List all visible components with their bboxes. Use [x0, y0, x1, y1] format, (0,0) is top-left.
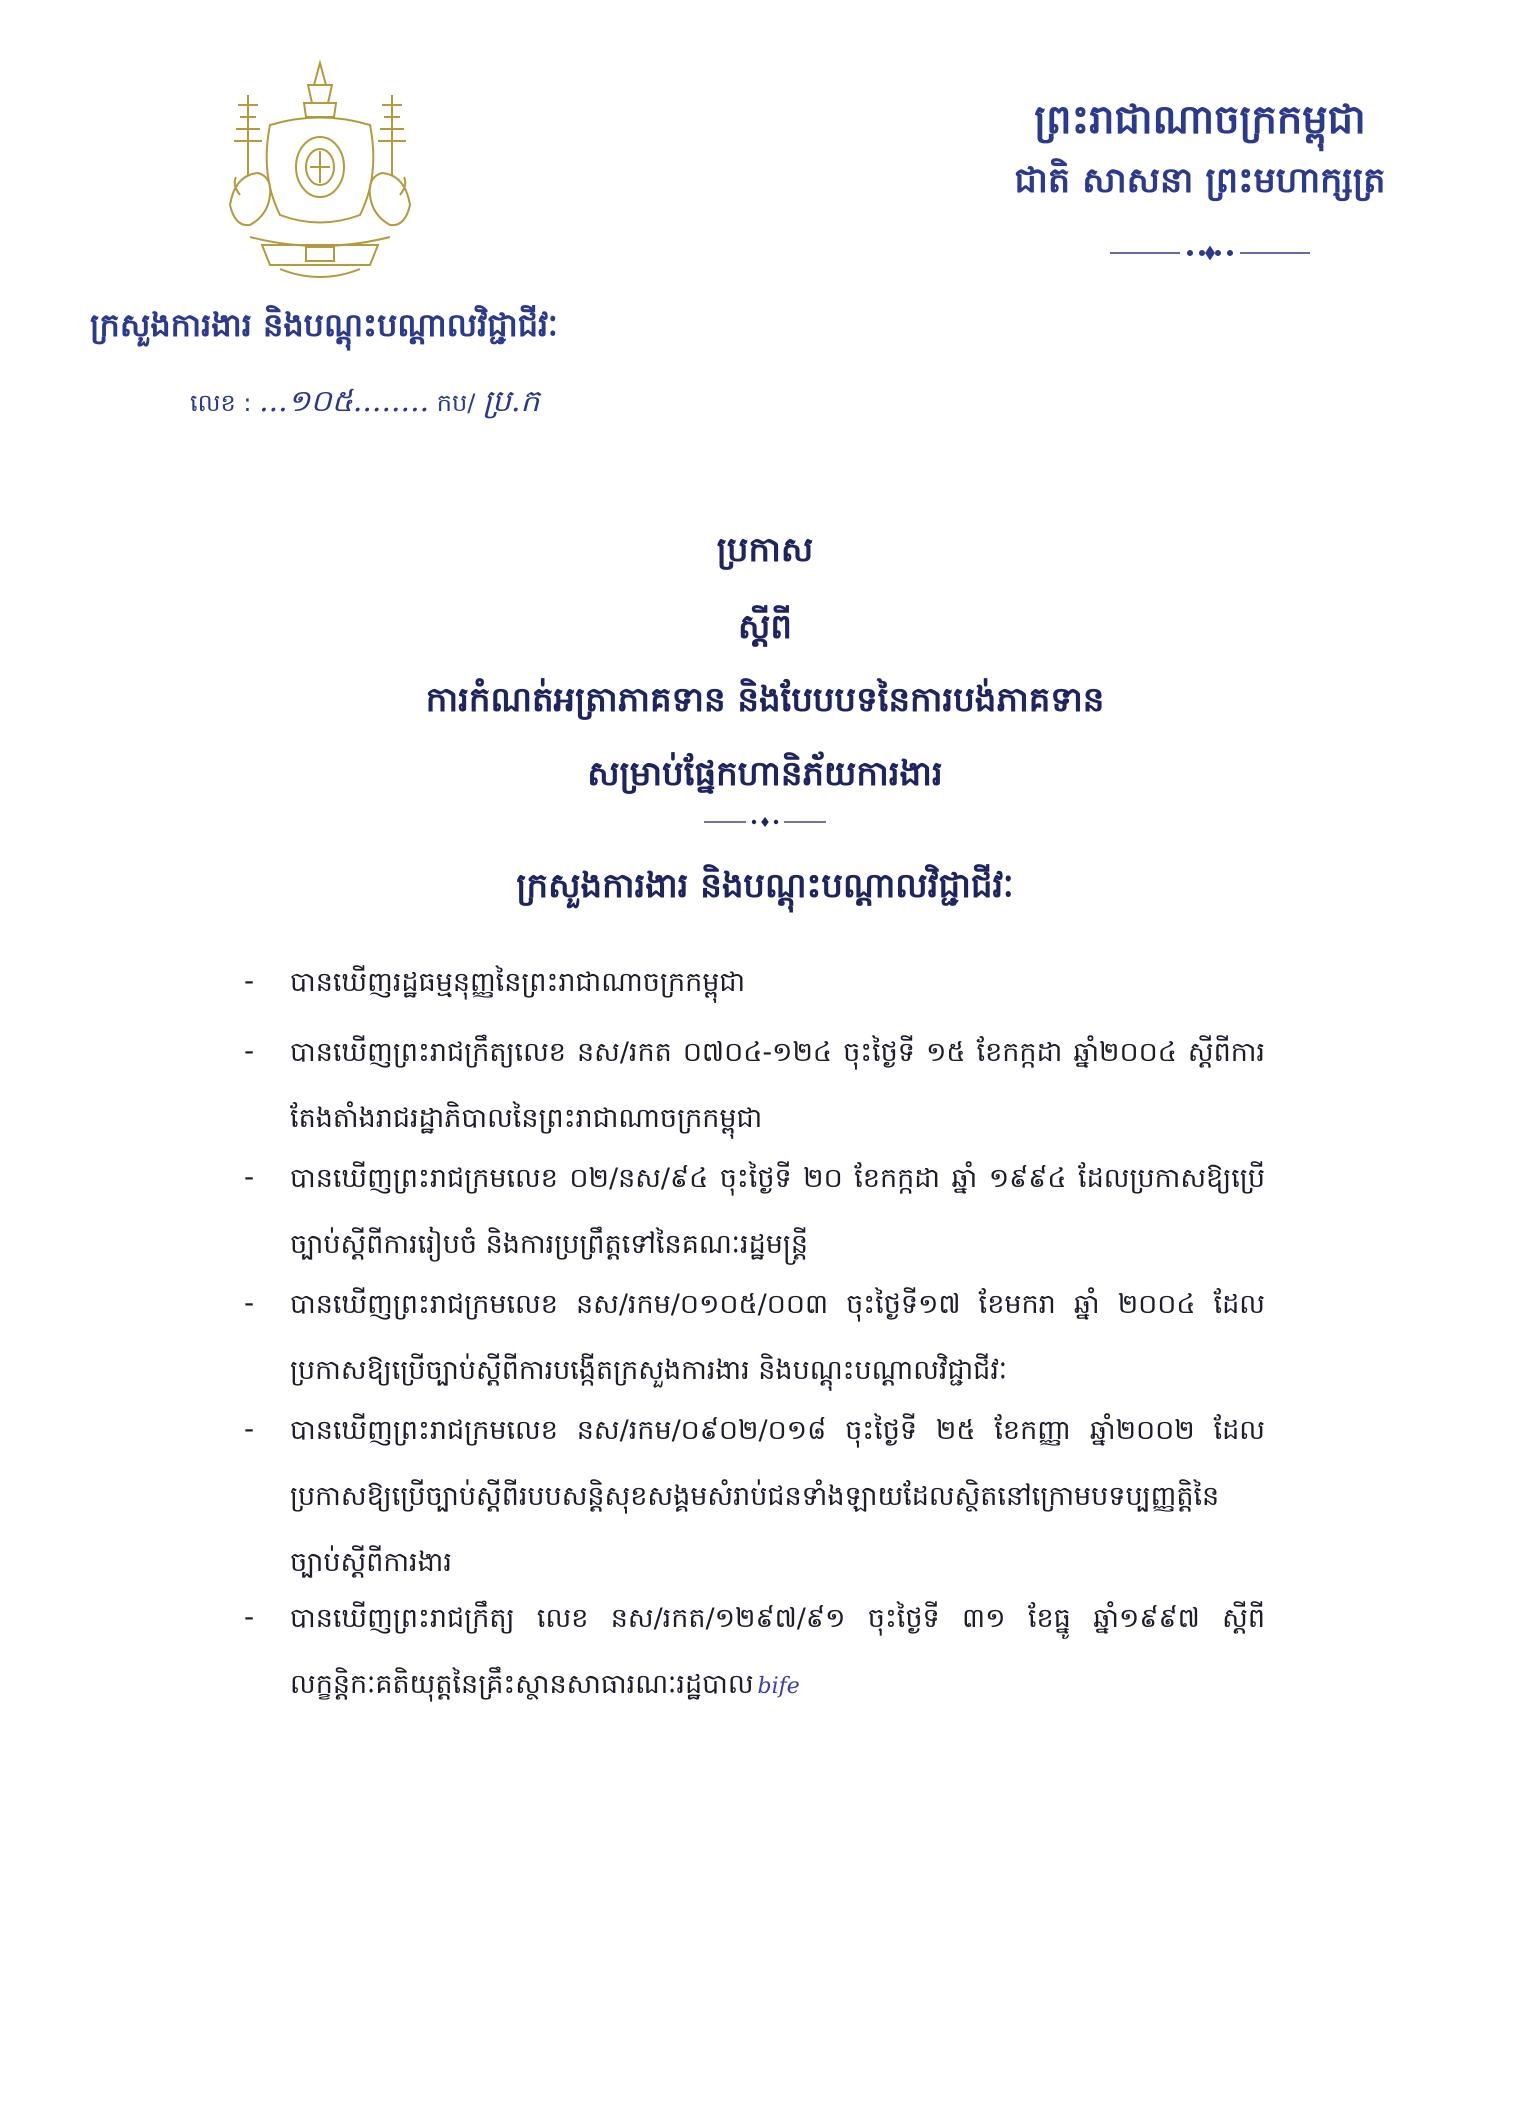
title-ornament-divider: [700, 817, 830, 827]
ref-number: ...១០៥........: [259, 384, 430, 419]
bullet-dash: -: [244, 1286, 255, 1319]
bullet-dash: -: [244, 1412, 255, 1445]
visa-text-last: [290, 1586, 1265, 1720]
visa-text: បានឃើញព្រះរាជក្រមលេខ នស/រកម/០៩០២/០១៨ ចុះថ្ងៃទី ២៥ ខែកញ្ញា ឆ្នាំ២០០២ ដែលប្រកាសឱ្យប្រើច្បាប់ស្តីពីរបបសន្តិសុខសង្គមសំរាប់ជនទាំងឡាយដែលស្ថិតនៅក្រោមបទប្បញ្ញត្តិនៃច្បាប់ស្តីពីការងារ: [290, 1415, 1265, 1578]
motto-ornament-divider: [1110, 246, 1310, 260]
national-motto: ជាតិ សាសនា ព្រះមហាក្សត្រ: [1014, 161, 1386, 201]
visa-text: បានឃើញព្រះរាជក្រមលេខ នស/រកម/០១០៥/០០៣ ចុះថ្ងៃទី១៧ ខែមករា ឆ្នាំ ២០០៤ ដែលប្រកាសឱ្យប្រើច្បាប់ស្តីពីការបង្កើតក្រសួងការងារ និងបណ្តុះបណ្តាលវិជ្ជាជីវៈ: [290, 1289, 1265, 1386]
ref-suffix: កប/: [436, 389, 476, 417]
title-subject-line-2: សម្រាប់ផ្នែកហានិភ័យការងារ: [587, 754, 943, 794]
royal-coat-of-arms-emblem: [210, 55, 430, 295]
ref-label: លេខ :: [190, 389, 252, 417]
visa-text: បានឃើញរដ្ឋធម្មនុញ្ញនៃព្រះរាជាណាចក្រកម្ពុជា: [290, 967, 746, 998]
title-concerning: ស្តីពី: [738, 607, 792, 647]
document-type-title: ប្រកាស: [716, 530, 814, 570]
bullet-dash: -: [244, 1034, 255, 1067]
reference-number-line: [190, 382, 540, 426]
ref-suffix-handwritten: ប្រ.ក: [483, 384, 540, 419]
bullet-dash: -: [244, 1160, 255, 1193]
title-subject-line-1: ការកំណត់អត្រាភាគទាន និងបែបបទនៃការបង់ភាគទាន: [425, 680, 1105, 720]
bullet-dash: -: [244, 964, 255, 997]
issuing-ministry-heading: ក្រសួងការងារ និងបណ្តុះបណ្តាលវិជ្ជាជីវៈ: [516, 866, 1014, 906]
visa-text: បានឃើញព្រះរាជក្រឹត្យ លេខ នស/រកត/១២៩៧/៩១ ចុះថ្ងៃទី ៣១ ខែធ្នូ ឆ្នាំ១៩៩៧ ស្តីពីលក្ខន្តិកៈគតិយុត្តនៃគ្រឹះស្ថានសាធារណៈរដ្ឋបាល: [290, 1603, 1265, 1700]
bullet-dash: -: [244, 1600, 255, 1633]
kingdom-heading: ព្រះរាជាណាចក្រកម្ពុជា: [1034, 97, 1366, 143]
visa-text: បានឃើញព្រះរាជក្រមលេខ ០២/នស/៩៤ ចុះថ្ងៃទី ២០ ខែកក្កដា ឆ្នាំ ១៩៩៤ ដែលប្រកាសឱ្យប្រើច្បាប់ស្តីពីការរៀបចំ និងការប្រព្រឹត្តទៅនៃគណៈរដ្ឋមន្ត្រី: [290, 1163, 1265, 1260]
visa-text: បានឃើញព្រះរាជក្រឹត្យលេខ នស/រកត ០៧០៤-១២៤ ចុះថ្ងៃទី ១៥ ខែកក្កដា ឆ្នាំ២០០៤ ស្តីពីការតែងតាំងរាជរដ្ឋាភិបាលនៃព្រះរាជាណាចក្រកម្ពុជា: [290, 1037, 1265, 1134]
ministry-name-header: ក្រសួងការងារ និងបណ្តុះបណ្តាលវិជ្ជាជីវៈ: [90, 306, 558, 344]
handwritten-initials: bife: [757, 1674, 800, 1699]
